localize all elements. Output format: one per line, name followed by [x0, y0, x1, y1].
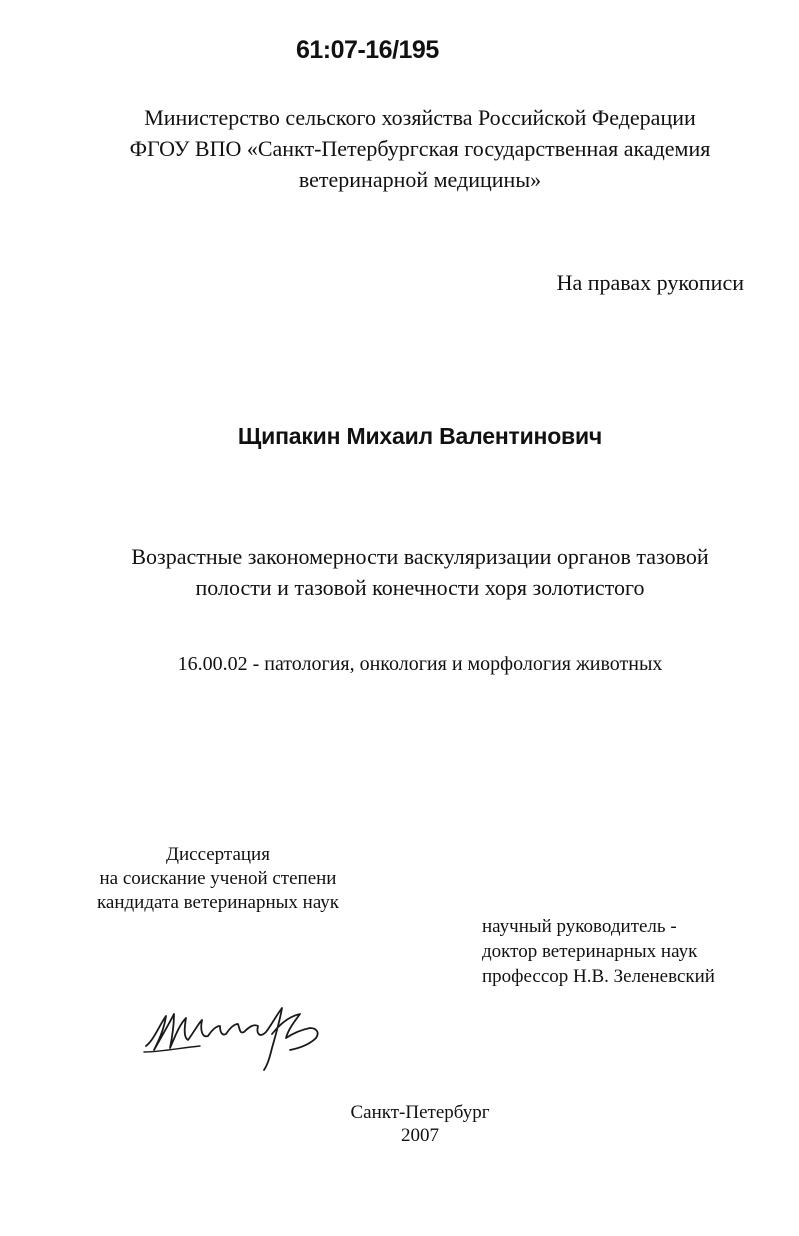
- signature-image: [140, 994, 340, 1074]
- supervisor-line: профессор Н.В. Зеленевский: [482, 966, 715, 987]
- degree-line: Диссертация: [166, 844, 270, 865]
- supervisor-block: [482, 914, 715, 989]
- supervisor-line: доктор ветеринарных наук: [482, 941, 698, 962]
- publication-place-year: [0, 1101, 799, 1147]
- title-line: Возрастные закономерности васкуляризации органов тазовой: [131, 544, 709, 569]
- institution-line: ветеринарной медицины»: [298, 167, 542, 192]
- archive-code: 61:07-16/195: [296, 36, 439, 64]
- institution-line: Министерство сельского хозяйства Российской Федерации: [144, 105, 696, 130]
- institution-block: [0, 102, 799, 195]
- dissertation-title: [0, 541, 799, 603]
- degree-line: кандидата ветеринарных наук: [96, 892, 340, 913]
- title-line: полости и тазовой конечности хоря золотистого: [195, 575, 645, 600]
- city: Санкт-Петербург: [350, 1102, 490, 1123]
- year: 2007: [401, 1125, 439, 1146]
- author-name: Щипакин Михаил Валентинович: [237, 423, 603, 449]
- institution-line: ФГОУ ВПО «Санкт-Петербургская государственная академия: [129, 136, 711, 161]
- degree-statement: [86, 843, 350, 915]
- degree-line: на соискание ученой степени: [99, 868, 337, 889]
- supervisor-line: научный руководитель -: [482, 916, 677, 937]
- manuscript-rights-note: На правах рукописи: [556, 270, 744, 295]
- specialty-code: 16.00.02 - патология, онкология и морфология животных: [177, 653, 663, 675]
